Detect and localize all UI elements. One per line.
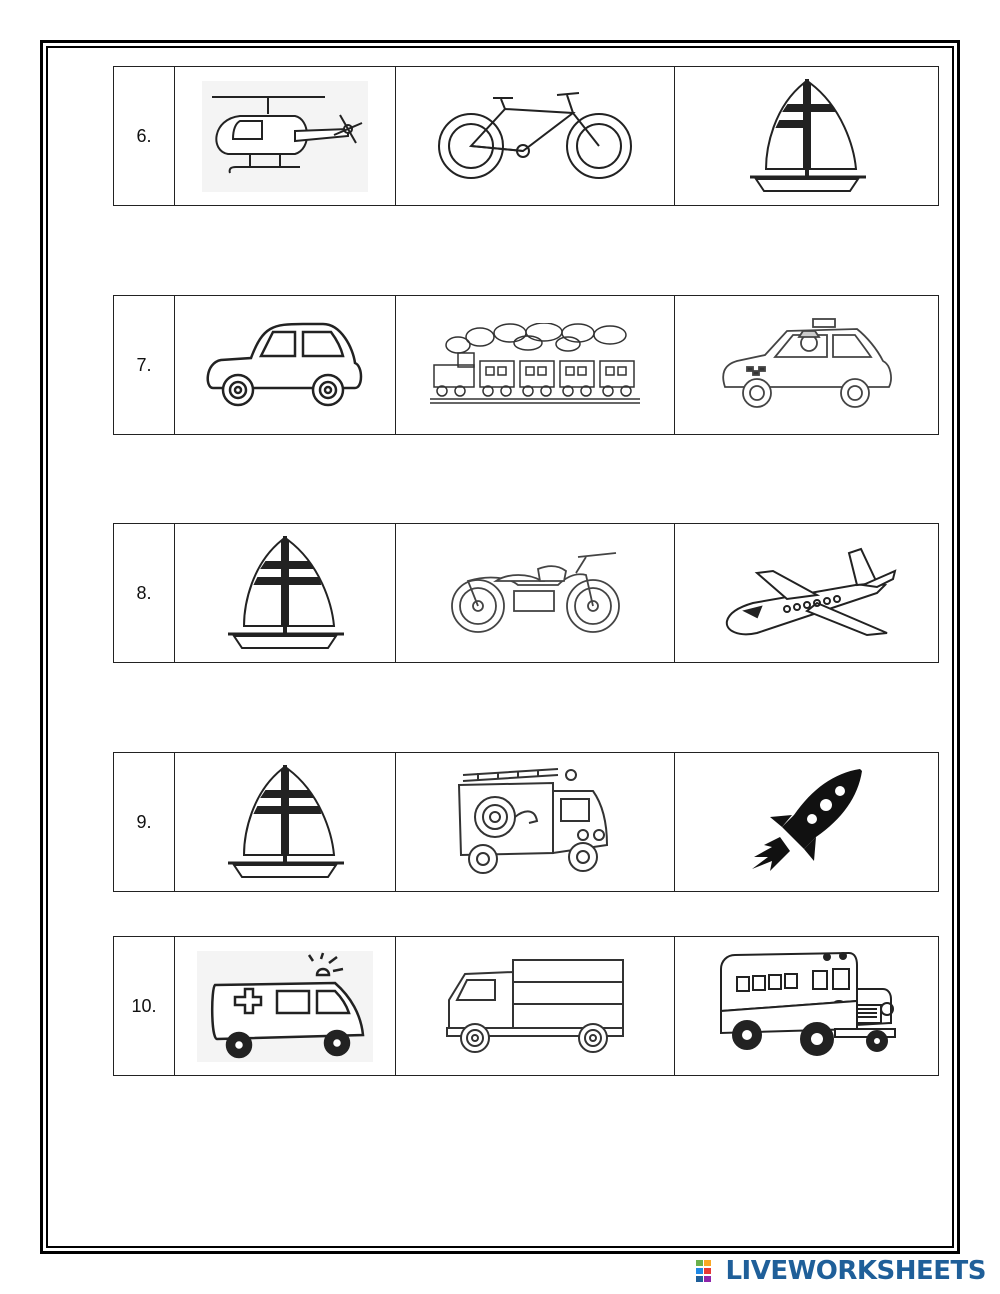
option-sailboat[interactable] xyxy=(174,753,395,891)
rocket-icon xyxy=(742,765,872,880)
liveworksheets-logo-text: LIVEWORKSHEETS xyxy=(725,1256,986,1286)
option-motorcycle[interactable] xyxy=(395,524,674,662)
option-bicycle[interactable] xyxy=(395,67,674,205)
question-number: 8. xyxy=(136,582,152,603)
question-number: 7. xyxy=(136,354,152,375)
sailboat-icon xyxy=(215,534,355,652)
question-number: 9. xyxy=(136,811,152,832)
option-helicopter[interactable] xyxy=(174,67,395,205)
option-car[interactable] xyxy=(174,296,395,434)
school-bus-icon xyxy=(717,949,897,1064)
question-row-10 xyxy=(113,936,939,1076)
question-row-9 xyxy=(113,752,939,892)
question-row-8 xyxy=(113,523,939,663)
question-row-7 xyxy=(113,295,939,435)
question-number: 6. xyxy=(136,125,152,146)
option-fire-truck[interactable] xyxy=(395,753,674,891)
sailboat-icon xyxy=(742,77,872,195)
train-icon xyxy=(428,323,643,408)
option-school-bus[interactable] xyxy=(674,937,938,1075)
question-number: 10. xyxy=(131,995,157,1016)
option-ambulance[interactable] xyxy=(174,937,395,1075)
option-airplane[interactable] xyxy=(674,524,938,662)
option-train[interactable] xyxy=(395,296,674,434)
taxi-icon xyxy=(717,315,897,415)
question-row-6 xyxy=(113,66,939,206)
motorcycle-icon xyxy=(448,551,623,636)
option-sailboat[interactable] xyxy=(174,524,395,662)
option-truck[interactable] xyxy=(395,937,674,1075)
liveworksheets-logo-icon xyxy=(695,1259,721,1283)
liveworksheets-logo xyxy=(695,1256,986,1286)
option-rocket[interactable] xyxy=(674,753,938,891)
airplane-icon xyxy=(717,543,897,643)
helicopter-icon xyxy=(200,79,370,194)
fire-truck-icon xyxy=(453,765,618,880)
car-icon xyxy=(203,318,368,413)
sailboat-icon xyxy=(215,763,355,881)
option-taxi[interactable] xyxy=(674,296,938,434)
option-sailboat[interactable] xyxy=(674,67,938,205)
ambulance-icon xyxy=(195,949,375,1064)
bicycle-icon xyxy=(433,91,638,181)
truck-icon xyxy=(443,956,628,1056)
